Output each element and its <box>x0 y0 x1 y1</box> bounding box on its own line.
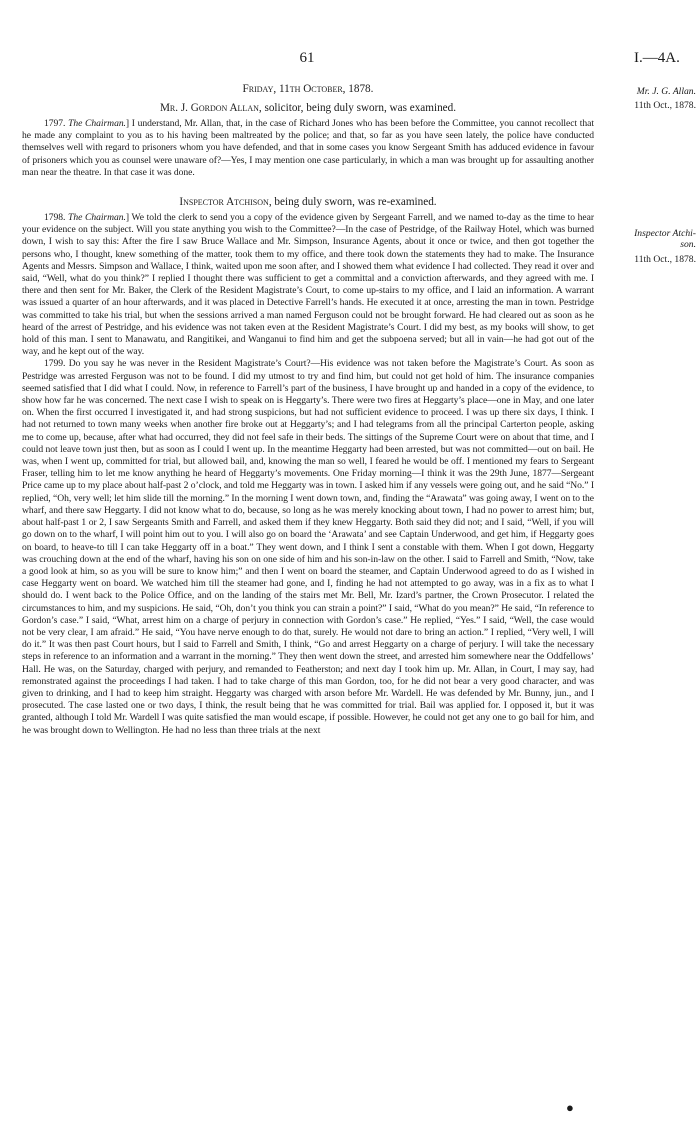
question-speaker: The Chairman. <box>68 212 126 224</box>
sidenote-date: 11th Oct., 1878. <box>634 253 696 265</box>
question-text: ] I understand, Mr. Allan, that, in the case of Richard Jones who has been before the Committee, you cannot recollect that he made any complaint to you as to his having been maltreated by the police; and that, so far as you have seen lately, the police have conducted themselves well with regard to prisoners whom you have defended, and that in some cases you know Sergeant Smith has adduced evidence in favour of prisoners which you as counsel were unaware of?—Yes, I may mention one case particularly, in which a man was brought up for assaulting another man near the theatre. In that case it was done. <box>22 118 594 178</box>
document-body <box>22 82 594 737</box>
page-number: 61 <box>299 50 315 66</box>
sidenote-witness-name: Inspector Atchi- son. <box>634 228 696 251</box>
witness-heading-atchison <box>22 195 594 209</box>
question-number: 1799. <box>44 358 66 370</box>
sidenote-witness-name: Mr. J. G. Allan. <box>636 86 696 97</box>
question-number: 1798. <box>44 212 66 224</box>
question-speaker: The Chairman. <box>68 118 126 129</box>
question-number: 1797. <box>44 118 66 129</box>
question-1799 <box>22 358 594 736</box>
sidenote-allan <box>600 86 696 112</box>
paper-reference: I.—4A. <box>634 50 680 66</box>
sidenote-atchison <box>600 228 696 265</box>
witness-status: , solicitor, being duly sworn, was examined. <box>258 102 457 114</box>
question-1797 <box>22 118 594 179</box>
witness-name: Mr. J. Gordon Allan <box>159 102 259 114</box>
ink-mark: ● <box>566 1100 574 1115</box>
witness-name: Inspector Atchison <box>179 196 269 209</box>
question-1798 <box>22 212 594 358</box>
witness-status: , being duly sworn, was re-examined. <box>268 196 437 209</box>
date-heading: Friday, 11th October, 1878. <box>242 83 374 95</box>
question-text: ] We told the clerk to send you a copy of the evidence given by Sergeant Farrell, and we named to-day as the time to hear your evidence on the subject. Will you state anything you wish to the Committee?—In the case of Pestridge, of the Railway Hotel, which was burned down, I wish to say this: After the fire I saw Bruce Wallace and Mr. Simpson, Insurance Agents, about it once or twice, and then got together the persons who, I thought, knew something of the matter, took them to my office, and there took down the statements they had to make. The Insurance Agents and Messrs. Simpson and Wallace, I think, waited upon me soon after, and I showed them what evidence I had collected. They read it over and said, “Well, what do you think?” I replied I thought there was sufficient to get a committal and a conviction afterwards, and they agreed with me. I there and then sent for Mr. Baker, the Clerk of the Resident Magistrate’s Court, to come up-stairs to my office, and I laid an information. A warrant was issued a quarter of an hour afterwards, and it was placed in Detective Farrell’s hands. He executed it at once, arresting the man in town. Pestridge was committed to take his trial, but when the sessions arrived a man named Ferguson could not be brought forward. He had cleared out as soon as he heard of the arrest of Pestridge, and his evidence was not taken even at the Resident Magistrate’s Court. I did my best, as my books will show, to get hold of this man. I sent to Manawatu, and Rangitikei, and Wanganui to find him and get the subpoena served; but all in vain—he had got out of the way, and he kept out of the way. <box>22 212 594 358</box>
witness-heading-allan <box>22 101 594 115</box>
sidenote-date: 11th Oct., 1878. <box>634 100 696 112</box>
question-text: Do you say he was never in the Resident Magistrate’s Court?—His evidence was not taken before the Magistrate’s Court. As soon as Pestridge was arrested Ferguson was not to be found. I did my utmost to try and find him, but could not get hold of him. The insurance companies seemed satisfied that I did what I could. Now, in reference to Farrell’s part of the business, I have brought up and handed in a copy of the evidence, to show how far he was concerned. The next case I wish to speak on is Heggarty’s. There were two fires at Heggarty’s place—one in May, and one later on. When the first occurred I investigated it, and had strong suspicions, but had not sufficient evidence to proceed. I was up there six days, I think. I had not returned to town many weeks when another fire broke out at Heggarty’s; and I had telegrams from all the principal Carterton people, asking me to come up, because, after what had occurred, they did not feel safe in their beds. The sittings of the Supreme Court were on about that time, and I could not leave town just then, but as soon as I could I went up. In the meantime Heggarty had been arrested, but was not committed—out on bail. He was, when I went up, committed for trial, but allowed bail, and, knowing the man so well, I feared he would be off. I mentioned my fears to Sergeant Fraser, telling him to let me know anything he heard of Heggarty’s movements. One Friday morning—I think it was the 29th June, 1877—Sergeant Price came up to my place about half-past 2 o’clock, and told me Heggarty was in town. I asked him if any vessels were going out, and he said “No.” I replied, “Oh, very well; let him slide till the morning.” In the morning I went down town, and, finding the “Arawata” was going away, I went on to the wharf, and there saw Heggarty. I did not know what to do, because, so long as he was merely knocking about town, I had no power to arrest him; but, about half-past 1 or 2, I saw Sergeants Smith and Farrell, and asked them if they knew Heggarty. Both said they did not; and I said, “Well, if you will go down on to the wharf, I will point him out to you. I will also go on board the ‘Arawata’ and see Captain Underwood, and get him, if Heggarty goes on board, to heave-to till I can take Heggarty off in a boat.” They went down, and I think I sent a constable with them. When I got down, Heggarty was crouching down at the end of the wharf, having his son on one side of him and his son-in-law on the other. I said to Farrell and Smith, “Now, take a good look at him, so as you will be sure to know him;” and then I went on board the steamer, and Captain Underwood agreed to do as I wished in case Heggarty went on board. We watched him till the steamer had gone, and I, finding he had not attempted to go away, was in a fix as to what I should do. I went back to the Police Office, and on the landing of the stairs met Mr. Bell, Mr. Izard’s partner, the Crown Prosecutor. I related the circumstances to him, and my suspicions. He said, “Oh, don’t you think you can strain a point?” I said, “What do you mean?” He said, “In reference to Gordon’s case.” I said, “What, arrest him on a charge of perjury in connection with Gordon’s case.” He replied, “Yes.” I said, “Well, the case would not be very clear, I am afraid.” He said, “You have nerve enough to do that, surely. He would not dare to bring an action.” I replied, “Very well, I will do it.” It was then past Court hours, but I said to Farrell and Smith, I think, “Go and arrest Heggarty on a charge of perjury. I will take the necessary steps in reference to an information and a warrant in the morning.” They then went down the street, and arrested him somewhere near the Oddfellows’ Hall. He was, on the Saturday, charged with perjury, and remanded to Featherston; and next day I took him up. Mr. Allan, in Court, I may say, had remonstrated against the proceedings I had taken. I had to take charge of this man Gordon, too, for he did not bear a very good character, and was given to drinking, and I had to keep him straight. Heggarty was charged with arson before Mr. Wardell. He was defended by Mr. Bunny, jun., and I prosecuted. The case lasted one or two days, I think, the result being that he was committed for trial. Bail was applied for. I opposed it, but it was granted, although I told Mr. Wardell I was quite satisfied the man would escape, if possible. However, he could not get any one to go bail for him, and he was brought down to Wellington. He had no less than three trials at the next <box>22 358 594 736</box>
